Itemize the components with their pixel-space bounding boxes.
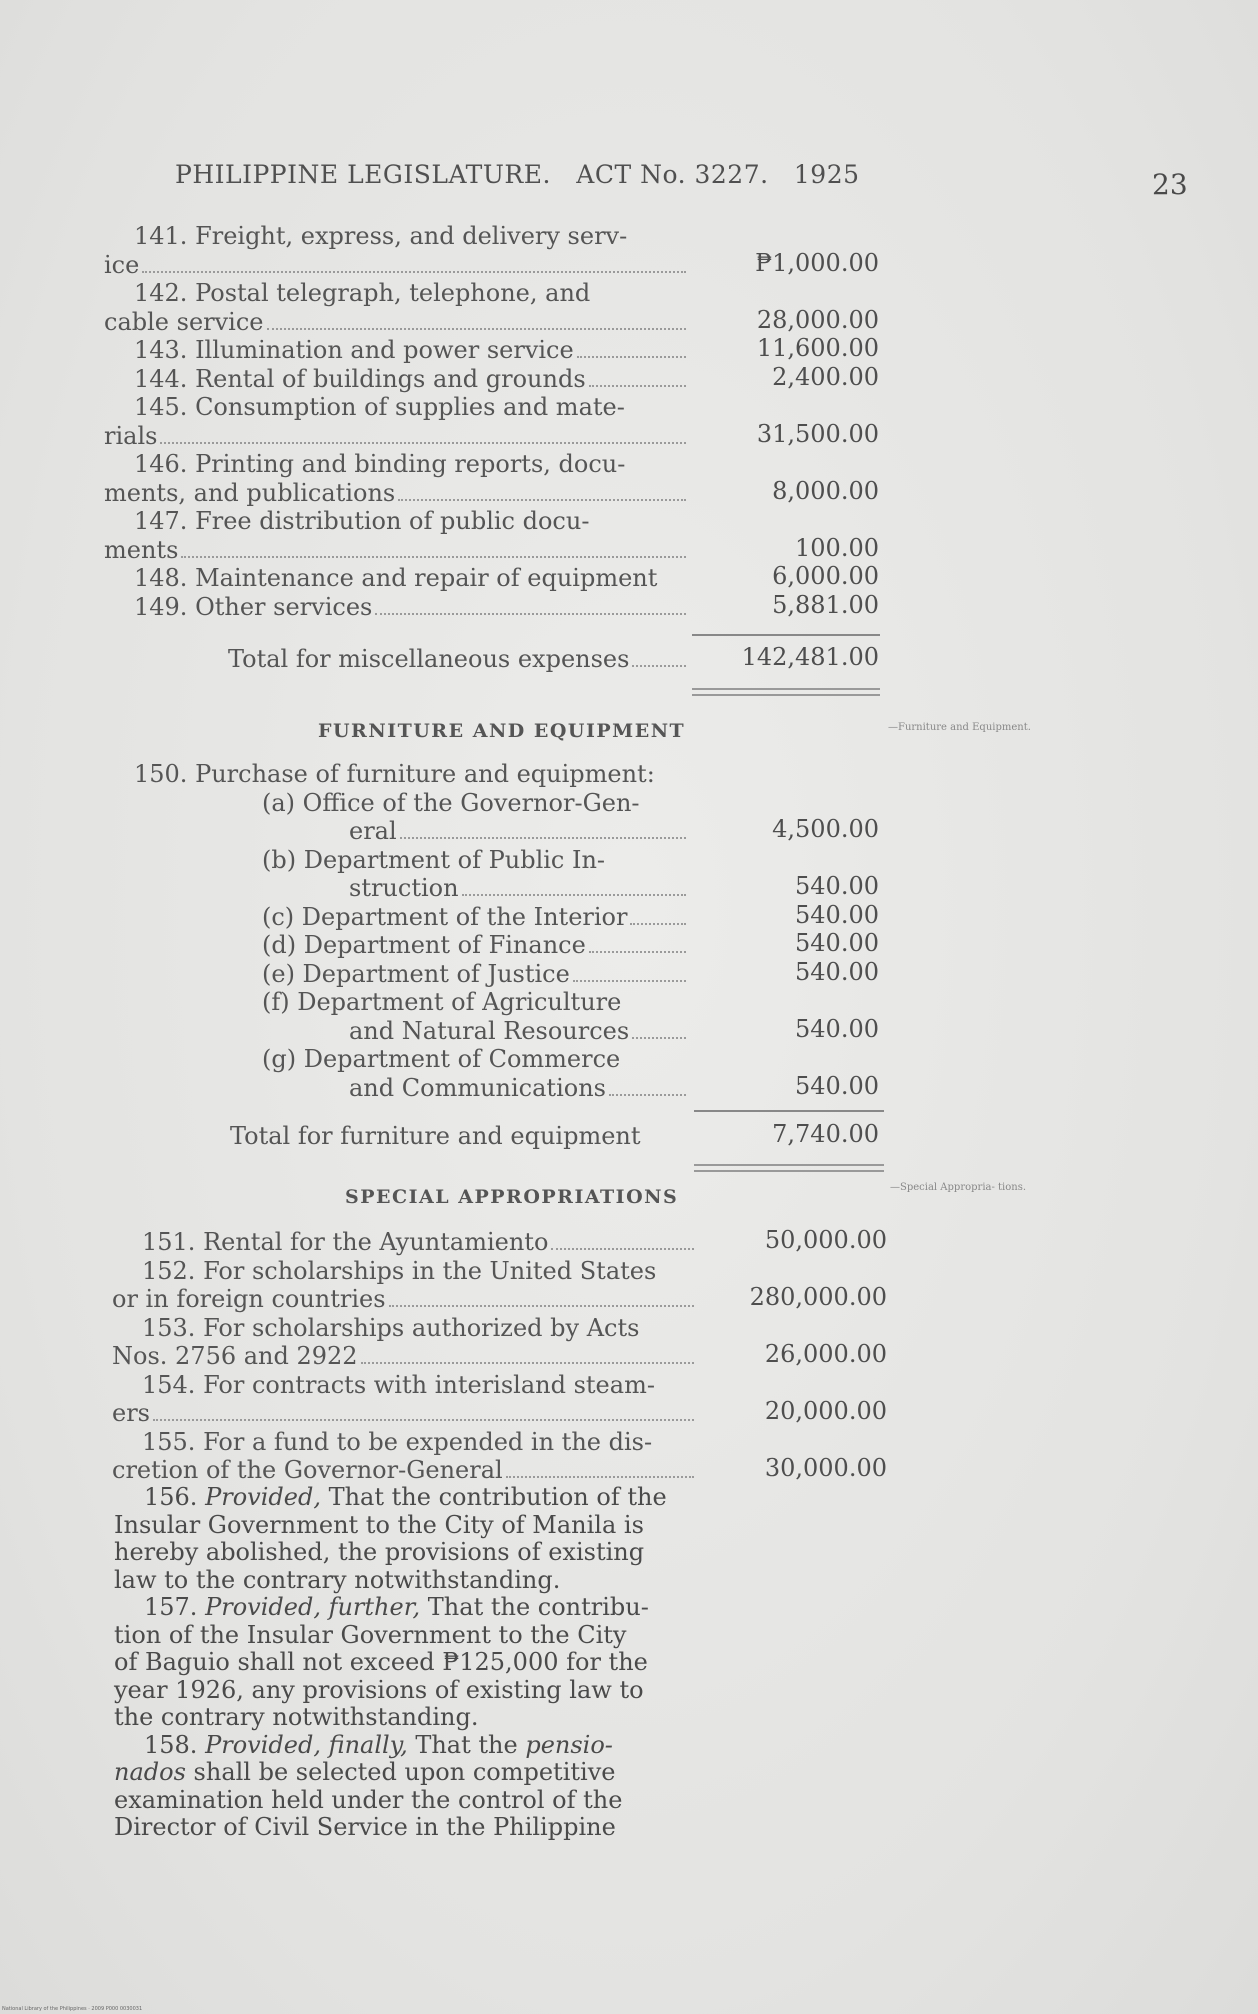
item-text: 151. Rental for the Ayuntamiento [142,1228,549,1256]
proviso-keyword: Provided, further, [205,1593,421,1621]
item-amount: 5,881.00 [772,590,879,619]
list-item [104,222,879,279]
list-item [112,1427,887,1485]
header-year: 1925 [793,160,860,189]
proviso-italic-word: nados [114,1758,186,1786]
provisos [114,1484,699,1842]
list-item [112,1256,887,1314]
list-item [104,362,879,394]
running-header [175,160,860,189]
item-text: 145. Consumption of supplies and mate- [134,393,625,421]
item-amount: 20,000.00 [764,1397,887,1425]
proviso-text: That the [415,1730,518,1759]
misc-expenses-list [104,222,879,621]
item-text: or in foreign countries [112,1285,386,1313]
total-label: Total for furniture and equipment [230,1122,641,1150]
item-amount: 540.00 [795,1014,879,1043]
proviso-number: 158. [144,1730,198,1759]
item-text: ments [104,535,179,564]
item-text: (g) Department of Commerce [262,1045,621,1073]
misc-total [104,643,879,674]
item-amount: 30,000.00 [764,1454,887,1482]
item-amount: 2,400.00 [772,362,879,391]
list-item [104,929,879,960]
list-item [104,334,879,365]
item-text: 149. Other services [134,592,373,621]
item-amount: 540.00 [795,872,879,900]
list-item [104,590,879,622]
item-text: and Natural Resources [349,1016,630,1045]
list-item [104,393,879,450]
item-text: ments, and publications [104,478,396,507]
header-title: PHILIPPINE LEGISLATURE. [175,160,551,189]
item-amount: 540.00 [795,900,879,929]
item-text: ice [104,250,140,279]
item-text: (c) Department of the Interior [262,902,628,931]
page-number: 23 [1152,168,1188,201]
item-text: struction [349,874,459,902]
furniture-list [104,760,879,1102]
item-amount: 100.00 [795,533,879,562]
item-text: 148. Maintenance and repair of equipment [134,564,658,592]
proviso-158 [114,1732,699,1842]
item-amount: 26,000.00 [764,1340,887,1368]
item-amount: 4,500.00 [772,815,879,843]
proviso-text: shall be selected upon competitive [193,1758,616,1786]
list-item [112,1313,887,1371]
list-item [104,900,879,932]
list-item [104,562,879,593]
list-item [104,988,879,1045]
item-amount: 8,000.00 [772,476,879,505]
item-text: eral [349,817,397,845]
margin-note-special: —Special Appropria- tions. [890,1182,1027,1193]
item-amount: 540.00 [795,929,879,957]
list-item [104,507,879,564]
item-intro: 150. Purchase of furniture and equipment: [134,760,655,788]
item-text: 152. For scholarships in the United States [142,1256,657,1285]
total-double-rule [692,688,880,696]
list-item [104,279,879,336]
subtotal-rule [694,1110,884,1112]
proviso-157 [114,1594,699,1732]
item-amount: 11,600.00 [756,334,879,362]
proviso-italic-word: pensio- [525,1730,613,1759]
item-text: 153. For scholarships authorized by Acts [142,1313,640,1342]
list-item [112,1226,887,1257]
item-amount: ₱1,000.00 [755,248,879,277]
proviso-text: year 1926, any provisions of existing law to [114,1675,644,1704]
total-label: Total for miscellaneous expenses [228,645,630,673]
special-list [112,1226,887,1485]
item-amount: 6,000.00 [772,562,879,590]
item-text: (a) Office of the Governor-Gen- [262,788,640,817]
item-text: 142. Postal telegraph, telephone, and [134,279,591,307]
item-amount: 540.00 [795,957,879,986]
total-amount: 7,740.00 [772,1120,879,1148]
item-text: cretion of the Governor-General [112,1456,503,1484]
list-item [104,788,879,846]
proviso-number: 157. [144,1593,198,1621]
item-text: 144. Rental of buildings and grounds [134,364,586,393]
section-heading-furniture: FURNITURE AND EQUIPMENT [318,720,686,742]
proviso-text: of Baguio shall not exceed ₱125,000 for the [114,1648,648,1676]
margin-note-furniture: —Furniture and Equipment. [888,722,1031,733]
item-text: and Communications [349,1073,606,1102]
proviso-text: law to the contrary notwithstanding. [114,1565,561,1594]
section-heading-special: SPECIAL APPROPRIATIONS [345,1186,679,1208]
item-text: cable service [104,307,264,336]
proviso-text: That the contribu- [427,1593,649,1621]
proviso-text: hereby abolished, the provisions of existing [114,1538,645,1566]
item-text: ers [112,1399,150,1427]
item-text: (b) Department of Public In- [262,845,606,874]
item-amount: 31,500.00 [756,419,879,448]
archive-tag: National Library of the Philippines · 2009 P000 0030031 [2,2006,143,2012]
item-amount: 540.00 [795,1071,879,1100]
list-item [104,1045,879,1102]
proviso-text: the contrary notwithstanding. [114,1703,479,1731]
item-text: 147. Free distribution of public docu- [134,507,590,535]
item-text: 143. Illumination and power service [134,336,574,364]
proviso-text: tion of the Insular Government to the City [114,1620,627,1649]
list-item [104,845,879,903]
item-text: 141. Freight, express, and delivery serv- [134,222,628,250]
item-text: rials [104,421,158,450]
item-text: 146. Printing and binding reports, docu- [134,450,626,478]
total-double-rule [694,1164,884,1172]
item-text: (f) Department of Agriculture [262,988,622,1016]
item-text: 155. For a fund to be expended in the dis- [142,1427,653,1456]
item-text: Nos. 2756 and 2922 [112,1342,358,1370]
list-item [104,450,879,507]
proviso-text: examination held under the control of the [114,1785,623,1814]
proviso-keyword: Provided, finally, [205,1730,408,1759]
total-amount: 142,481.00 [741,643,879,671]
header-act: ACT No. 3227. [576,160,769,189]
item-amount: 50,000.00 [764,1226,887,1254]
item-text: (e) Department of Justice [262,959,570,988]
subtotal-rule [692,634,880,636]
proviso-number: 156. [144,1483,198,1511]
item-amount: 28,000.00 [756,305,879,334]
list-item [112,1370,887,1428]
proviso-text: Director of Civil Service in the Philippine [114,1813,616,1841]
item-amount: 280,000.00 [749,1283,887,1311]
furniture-total [104,1120,879,1151]
proviso-text: That the contribution of the [328,1483,667,1511]
item-text: (d) Department of Finance [262,931,586,959]
proviso-156 [114,1484,699,1594]
proviso-text: Insular Government to the City of Manila is [114,1510,644,1539]
proviso-keyword: Provided, [205,1483,321,1511]
item-text: 154. For contracts with interisland steam- [142,1370,655,1399]
list-item [104,957,879,989]
